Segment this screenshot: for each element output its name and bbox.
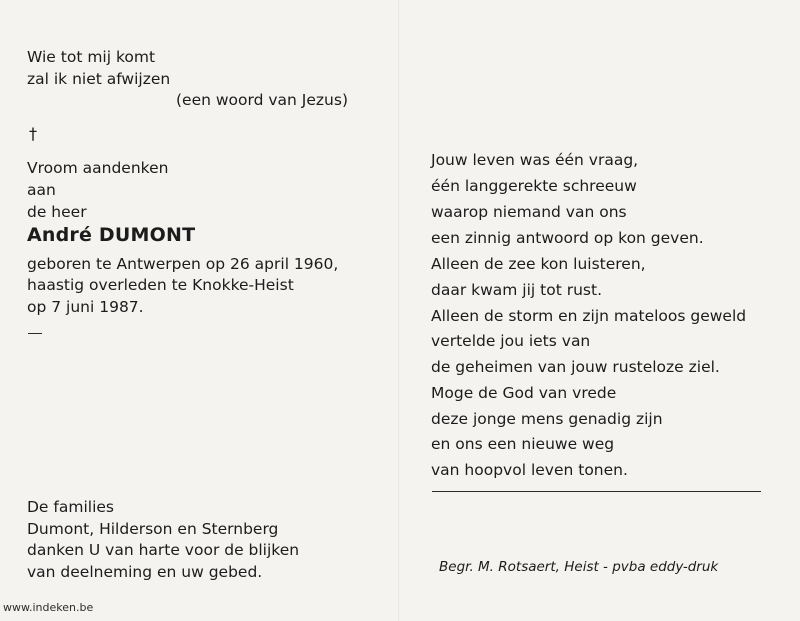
poem-line: de geheimen van jouw rusteloze ziel.: [431, 358, 720, 376]
deceased-name: André DUMONT: [27, 224, 196, 246]
death-line: haastig overleden te Knokke-Heist: [27, 276, 294, 294]
poem-line: één langgerekte schreeuw: [431, 177, 637, 195]
watermark: www.indeken.be: [3, 601, 94, 614]
poem-line: Jouw leven was één vraag,: [431, 151, 639, 169]
family-line-3: danken U van harte voor de blijken: [27, 541, 300, 559]
poem-line: een zinnig antwoord op kon geven.: [431, 229, 704, 247]
printer-credit: Begr. M. Rotsaert, Heist - pvba eddy-druk: [439, 559, 719, 575]
memorial-line-1: Vroom aandenken: [27, 159, 169, 177]
family-line-4: van deelneming en uw gebed.: [27, 563, 263, 581]
poem-line: waarop niemand van ons: [431, 203, 627, 221]
quote-source: (een woord van Jezus): [176, 91, 348, 109]
separator-dash: [28, 333, 42, 334]
family-line-2: Dumont, Hilderson en Sternberg: [27, 520, 279, 538]
poem-rule: [432, 491, 761, 492]
family-line-1: De families: [27, 498, 114, 516]
poem-line: deze jonge mens genadig zijn: [431, 410, 663, 428]
poem-line: vertelde jou iets van: [431, 332, 591, 350]
poem-line: van hoopvol leven tonen.: [431, 461, 628, 479]
quote-line-2: zal ik niet afwijzen: [27, 70, 171, 88]
poem-line: en ons een nieuwe weg: [431, 435, 615, 453]
quote-line-1: Wie tot mij komt: [27, 48, 156, 66]
poem-line: Alleen de zee kon luisteren,: [431, 255, 646, 273]
memorial-line-3: de heer: [27, 203, 87, 221]
cross-icon: †: [29, 124, 37, 143]
poem-line: daar kwam jij tot rust.: [431, 281, 602, 299]
card-fold: [398, 0, 399, 621]
death-date-line: op 7 juni 1987.: [27, 298, 144, 316]
poem-line: Moge de God van vrede: [431, 384, 617, 402]
memorial-line-2: aan: [27, 181, 56, 199]
birth-line: geboren te Antwerpen op 26 april 1960,: [27, 255, 339, 273]
poem-line: Alleen de storm en zijn mateloos geweld: [431, 307, 747, 325]
